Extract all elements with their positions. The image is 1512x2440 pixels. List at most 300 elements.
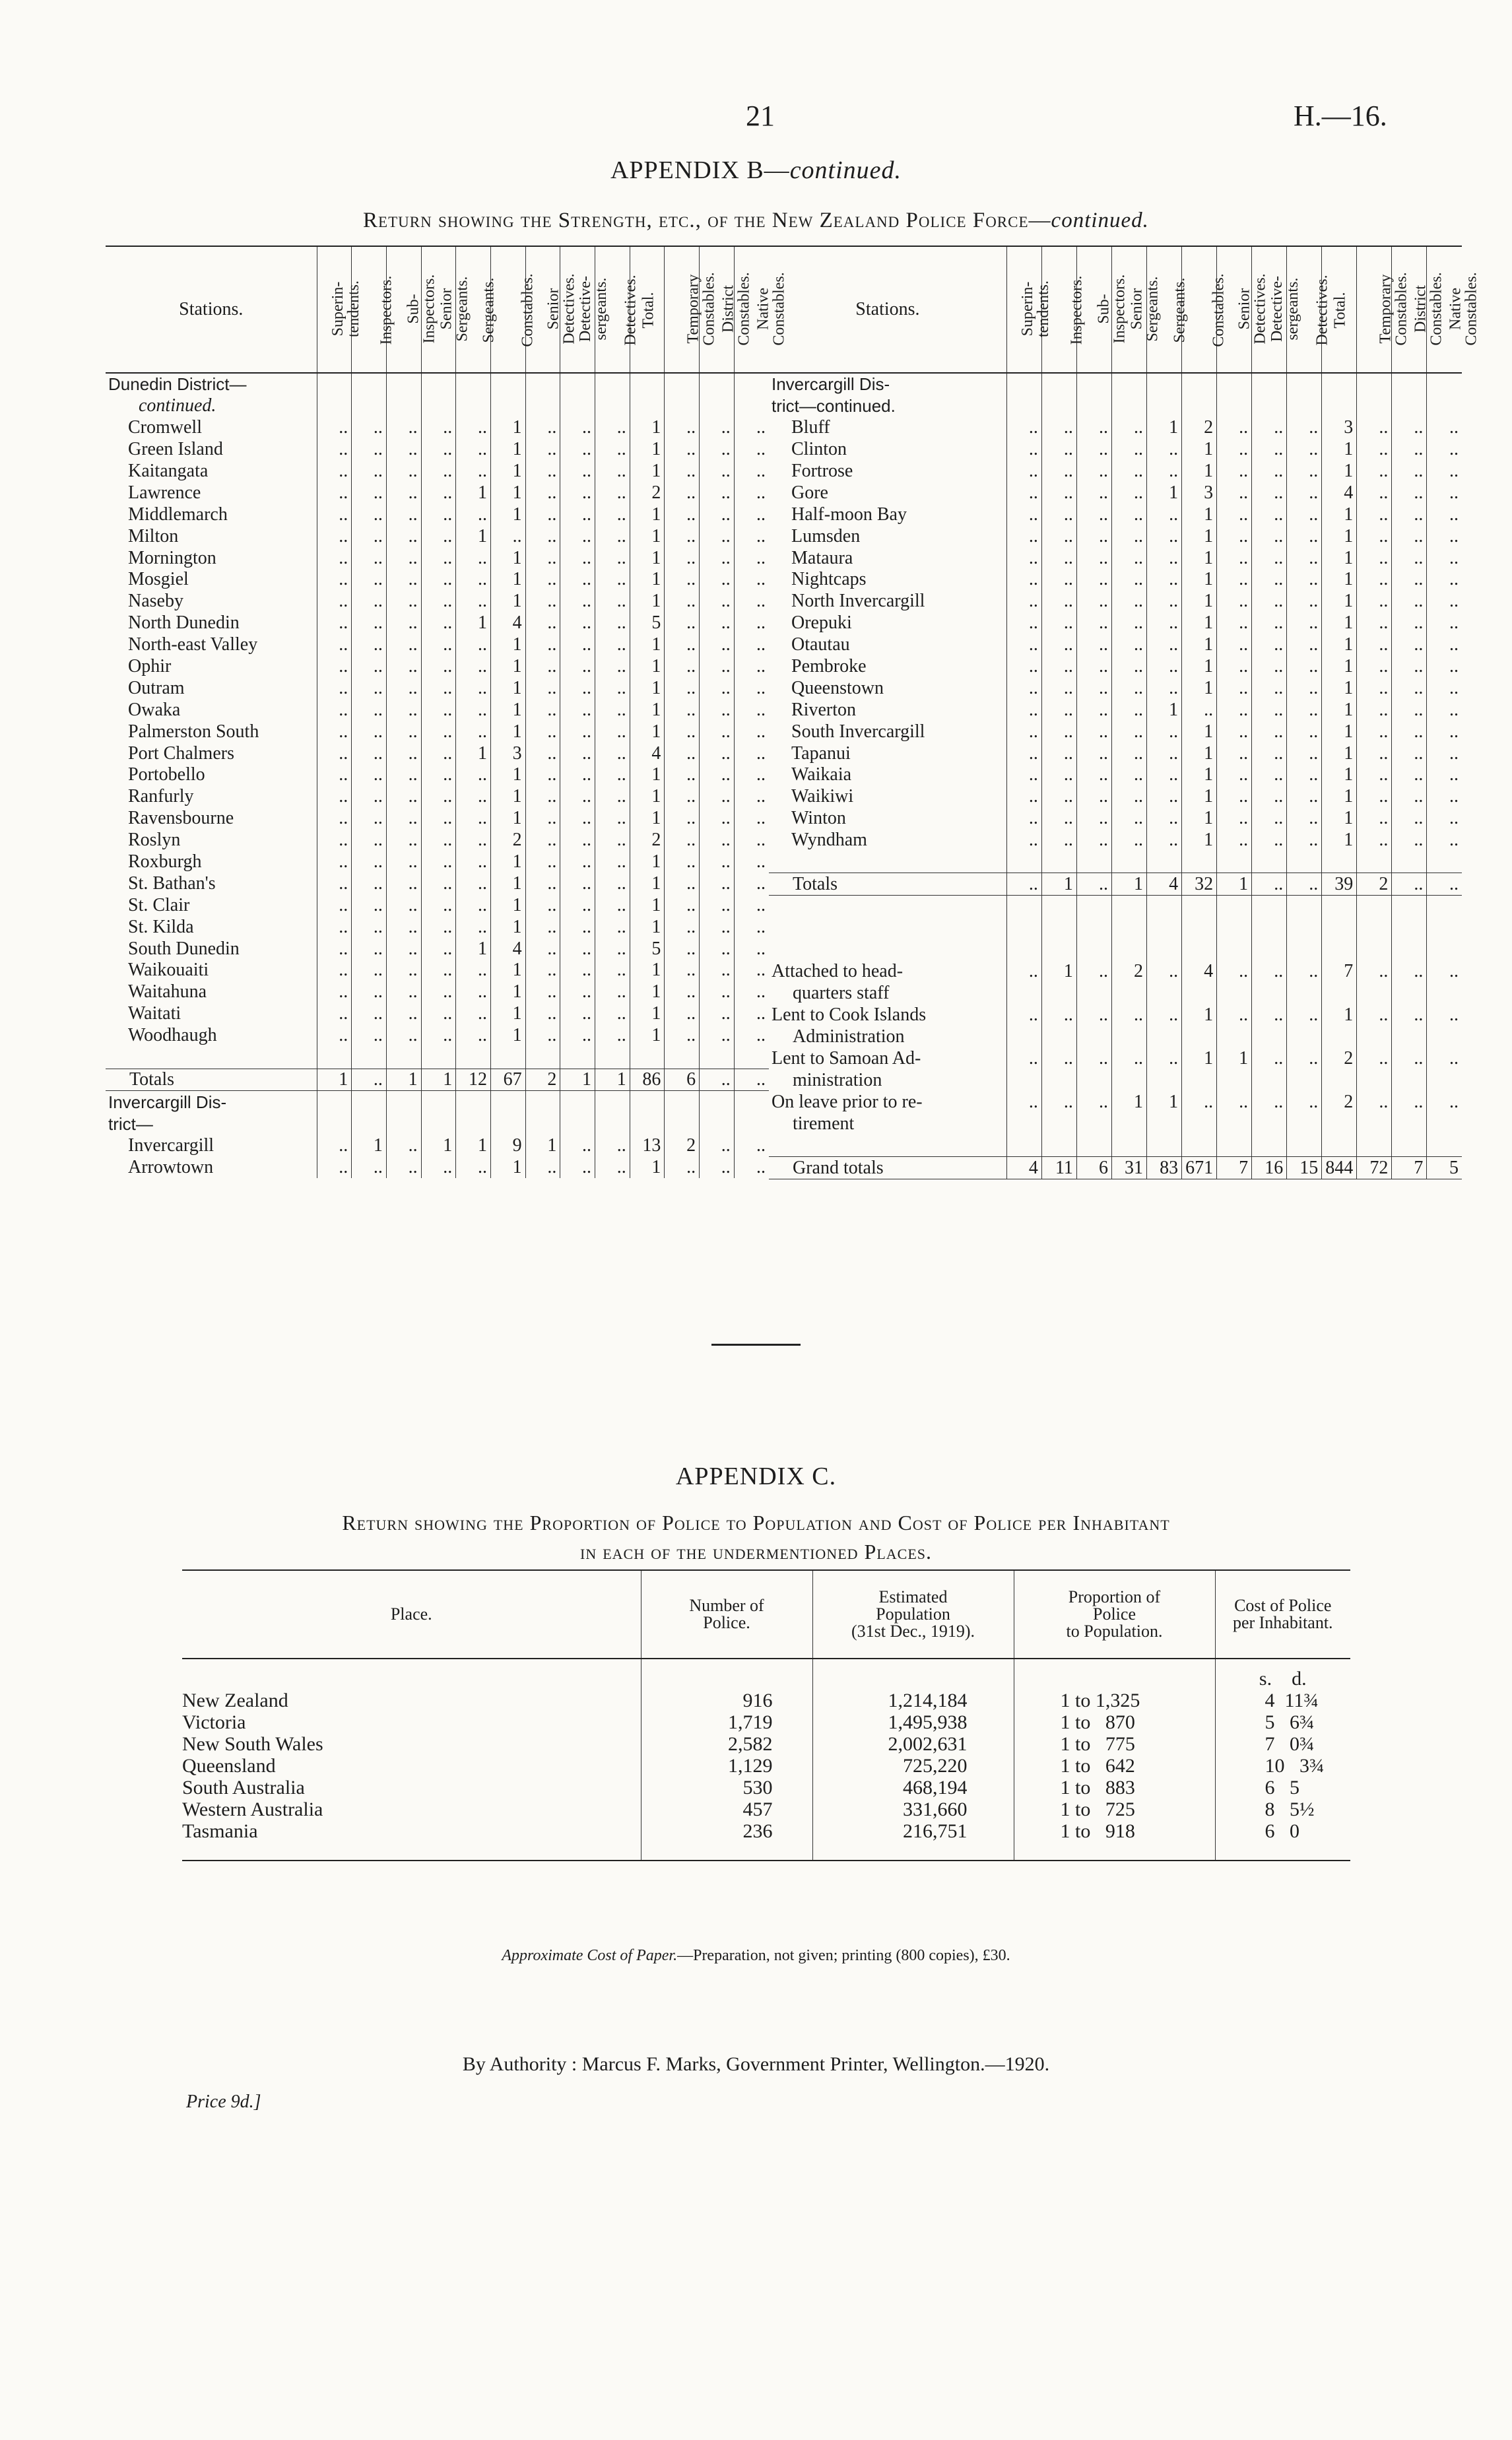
table-cell [317,1047,352,1069]
table-cell: .. [1357,699,1392,721]
table-cell [1392,373,1427,395]
table-cell: 16 [1252,1157,1287,1179]
table-cell: .. [1252,634,1287,656]
table-cell: 1 [490,634,525,656]
table-cell [1006,1070,1041,1092]
table-cell: .. [1392,808,1427,830]
table-cell: .. [560,1025,595,1047]
police-proportion-table-header [182,1570,1350,1659]
table-row [106,1069,769,1091]
place-cell: Queensland [182,1755,276,1777]
table-row [106,591,769,612]
table-cell: .. [1427,417,1462,439]
table-cell: .. [1357,721,1392,742]
table-cell: .. [1041,439,1076,461]
table-cell [1322,896,1357,917]
table-cell: .. [1357,461,1392,482]
table-cell: .. [525,808,560,830]
table-cell: .. [525,1003,560,1025]
table-cell: .. [317,916,352,938]
table-cell: .. [700,525,735,547]
station-name: Milton [128,525,179,546]
table-cell: .. [595,873,630,894]
table-cell: .. [1006,1005,1041,1026]
table-cell: .. [1217,634,1252,656]
station-name: Cromwell [128,417,202,438]
cost-of-paper-label: Approximate Cost of Paper. [502,1947,678,1964]
table-cell [1427,983,1462,1005]
table-cell: .. [1427,1005,1462,1026]
table-cell: .. [352,677,387,699]
table-cell: .. [352,981,387,1003]
table-row [106,612,769,634]
table-cell: 2 [525,1069,560,1091]
table-cell [1076,851,1111,873]
table-cell: .. [352,1156,387,1178]
table-cell: .. [386,960,421,981]
table-cell: .. [456,591,491,612]
table-cell [1147,939,1182,961]
table-cell: .. [1252,656,1287,678]
table-cell: 1 [1147,482,1182,504]
table-cell: 1 [1182,764,1217,786]
table-cell: 1 [1322,461,1357,482]
table-cell: .. [1357,525,1392,547]
table-cell [1392,1113,1427,1135]
column-header-label: Superin- tendents. [329,280,362,337]
table-cell: .. [1392,504,1427,525]
table-cell: .. [352,699,387,721]
strength-table-left-header [106,246,788,373]
table-row [769,808,1462,830]
table-cell: .. [1041,482,1076,504]
table-cell: .. [352,612,387,634]
table-cell [1006,1135,1041,1156]
place-cell: Western Australia [182,1798,323,1820]
table-cell: .. [1252,961,1287,983]
table-cell: 1 [525,1135,560,1156]
table-cell: .. [1041,461,1076,482]
table-cell: .. [1041,612,1076,634]
table-cell: .. [734,417,769,439]
table-cell [1076,917,1111,939]
spacer-cell [1014,1659,1215,1690]
table-cell: .. [386,547,421,569]
table-cell [1427,896,1462,917]
table-cell: .. [1252,461,1287,482]
table-cell: 1 [1182,808,1217,830]
table-cell [352,1113,387,1135]
table-cell: .. [1006,677,1041,699]
table-cell [1357,939,1392,961]
table-cell: .. [665,1025,700,1047]
table-cell [1147,395,1182,417]
cost-cell: 6 0 [1215,1820,1350,1861]
table-cell: 1 [1041,961,1076,983]
table-cell: .. [734,981,769,1003]
table-cell [700,373,735,395]
table-cell: .. [421,612,456,634]
cost-cell: 7 0¾ [1215,1733,1350,1755]
column-header-label: Sergeants. [1171,277,1189,343]
table-cell: .. [665,742,700,764]
table-cell [1357,395,1392,417]
table-cell: .. [1392,764,1427,786]
table-cell: .. [595,699,630,721]
table-cell: .. [595,894,630,916]
table-cell: 1 [1182,504,1217,525]
table-cell [1322,395,1357,417]
table-cell: .. [1111,417,1146,439]
station-name: Mataura [791,547,853,568]
table-cell [1217,1070,1252,1092]
table-cell [1252,896,1287,917]
table-cell: 1 [1182,612,1217,634]
table-cell: .. [1041,569,1076,591]
table-cell: .. [386,591,421,612]
table-cell: 72 [1357,1157,1392,1179]
table-cell [1111,1113,1146,1135]
table-cell: .. [1041,547,1076,569]
station-name: continued. [139,395,216,416]
table-cell [1427,1113,1462,1135]
table-cell: .. [317,504,352,525]
table-cell: .. [560,656,595,678]
table-cell: .. [386,786,421,808]
table-cell [595,1047,630,1069]
table-cell: 7 [1322,961,1357,983]
table-cell: .. [1041,1005,1076,1026]
table-cell: 83 [1147,1157,1182,1179]
table-cell: .. [700,894,735,916]
table-cell: .. [665,439,700,461]
table-cell: .. [595,938,630,960]
table-cell [700,1091,735,1113]
table-cell [1147,896,1182,917]
table-cell: .. [1392,742,1427,764]
table-cell: .. [1006,873,1041,896]
table-cell: .. [1287,721,1322,742]
table-cell: .. [734,808,769,830]
table-cell: .. [1217,439,1252,461]
table-cell: .. [386,569,421,591]
table-cell: .. [525,677,560,699]
table-cell: .. [1006,591,1041,612]
table-cell: 1 [1182,830,1217,851]
table-cell: .. [595,1025,630,1047]
table-cell: .. [595,1003,630,1025]
station-name: Waitahuna [128,981,207,1003]
table-cell [734,1091,769,1113]
table-cell: .. [1147,612,1182,634]
table-cell: 4 [1322,482,1357,504]
table-cell [1427,395,1462,417]
table-cell [317,373,352,395]
table-cell: .. [1427,547,1462,569]
table-cell: .. [595,569,630,591]
table-cell: 1 [595,1069,630,1091]
table-cell: 1 [1322,612,1357,634]
table-cell [525,1047,560,1069]
table-cell [1287,917,1322,939]
table-cell: .. [1147,591,1182,612]
table-cell [630,373,665,395]
proportion-cell: 1 to 775 [1014,1733,1215,1755]
table-cell: .. [1111,612,1146,634]
table-cell: .. [560,461,595,482]
table-cell: .. [700,1003,735,1025]
table-cell: .. [1217,742,1252,764]
table-row [106,656,769,678]
table-cell: .. [456,417,491,439]
table-cell: .. [1147,1048,1182,1070]
table-cell: .. [421,894,456,916]
table-cell: 1 [630,439,665,461]
table-cell [1217,939,1252,961]
table-cell [1182,395,1217,417]
table-cell: .. [421,873,456,894]
table-cell: .. [1287,961,1322,983]
table-cell [630,1047,665,1069]
table-row [769,851,1462,873]
table-cell [1427,939,1462,961]
table-cell: 1 [490,764,525,786]
table-cell [1182,851,1217,873]
column-header-label: Detectives. [622,275,640,346]
table-cell: .. [1006,439,1041,461]
station-name: Roslyn [128,830,181,851]
table-cell: .. [1147,830,1182,851]
table-cell: .. [700,1069,735,1091]
table-cell [734,373,769,395]
table-cell: 1 [456,742,491,764]
table-cell: .. [525,569,560,591]
table-cell: .. [1392,417,1427,439]
table-cell: .. [700,916,735,938]
table-cell: .. [700,461,735,482]
table-cell: .. [700,786,735,808]
table-cell: .. [560,504,595,525]
table-cell: .. [734,873,769,894]
station-name: Mosgiel [128,569,189,590]
table-cell [630,1091,665,1113]
proportion-cell: 1 to 918 [1014,1820,1215,1861]
table-cell: 2 [1357,873,1392,896]
population-cell: 1,214,184 [812,1690,1014,1711]
table-cell [1217,1135,1252,1156]
table-cell [1147,1070,1182,1092]
table-cell: .. [665,830,700,851]
table-cell: .. [421,634,456,656]
table-cell: .. [317,417,352,439]
table-cell: .. [665,634,700,656]
table-cell: .. [1427,699,1462,721]
table-cell: .. [1006,504,1041,525]
table-row [106,373,769,395]
table-cell: .. [665,677,700,699]
police-proportion-table [182,1569,1350,1861]
table-cell [1217,1026,1252,1048]
table-cell: 1 [421,1069,456,1091]
table-row [106,1047,769,1069]
table-cell: 1 [490,808,525,830]
station-name: St. Kilda [128,916,194,937]
table-cell: 1 [1182,1005,1217,1026]
table-row [769,1026,1462,1048]
table-cell [1076,896,1111,917]
table-row [769,961,1462,983]
table-row [182,1777,1350,1798]
table-cell: .. [560,851,595,873]
table-cell: .. [665,482,700,504]
table-cell: .. [317,1156,352,1178]
table-cell: .. [1287,525,1322,547]
table-cell: .. [421,764,456,786]
table-cell: .. [525,786,560,808]
table-cell [1322,939,1357,961]
table-cell: .. [1006,699,1041,721]
table-cell: .. [386,504,421,525]
table-cell: .. [1287,656,1322,678]
column-header-label: Sergeants. [480,277,498,343]
table-cell: .. [665,525,700,547]
table-cell: 1 [490,547,525,569]
table-cell [560,373,595,395]
station-name: Middlemarch [128,504,228,525]
table-row [106,634,769,656]
table-cell: .. [1111,569,1146,591]
table-cell: .. [1287,764,1322,786]
table-cell: .. [1006,417,1041,439]
table-cell: .. [1076,786,1111,808]
table-cell: 5 [630,612,665,634]
table-cell: .. [1147,461,1182,482]
table-cell: 1 [421,1135,456,1156]
table-cell: .. [734,1156,769,1178]
table-cell: .. [317,786,352,808]
table-cell: 1 [1217,1048,1252,1070]
table-row [182,1820,1350,1861]
appendix-c-title: APPENDIX C. [675,1463,837,1490]
table-cell: .. [1252,677,1287,699]
table-cell: .. [1427,742,1462,764]
table-cell [1147,1113,1182,1135]
station-name: Lumsden [791,525,861,546]
table-cell [525,373,560,395]
table-cell: 4 [1147,873,1182,896]
table-cell: .. [595,439,630,461]
table-row [106,960,769,981]
table-cell [1357,896,1392,917]
table-cell: .. [317,808,352,830]
table-cell: 1 [490,981,525,1003]
table-cell: .. [456,1003,491,1025]
column-header-label: Senior Detectives. [1235,273,1269,345]
cost-cell: 10 3¾ [1215,1755,1350,1777]
table-cell [1357,983,1392,1005]
table-row [769,373,1462,395]
table-cell [1392,1135,1427,1156]
table-cell [1111,939,1146,961]
police-proportion-table-body [182,1659,1350,1861]
table-cell: .. [734,786,769,808]
table-cell: .. [734,591,769,612]
station-name: Half-moon Bay [791,504,907,525]
station-name: Fortrose [791,461,853,481]
table-cell: 1 [630,960,665,981]
table-cell: .. [386,1156,421,1178]
table-cell: .. [1427,1091,1462,1113]
table-cell: .. [595,721,630,742]
station-name: Grand totals [769,1157,1006,1179]
table-cell: 2 [490,830,525,851]
table-cell [525,395,560,417]
table-cell: .. [700,439,735,461]
table-cell: .. [1357,504,1392,525]
table-row [106,547,769,569]
column-header-label: Constables. [1210,273,1228,347]
table-cell [1322,1026,1357,1048]
table-cell: .. [386,612,421,634]
header-place: Place. [182,1570,641,1659]
table-cell: .. [665,894,700,916]
appendix-b-title-continued: continued. [789,156,902,184]
table-cell: 1 [630,417,665,439]
population-cell: 331,660 [812,1798,1014,1820]
table-cell [1041,395,1076,417]
table-cell: .. [1392,830,1427,851]
table-cell: .. [700,721,735,742]
table-cell: .. [734,461,769,482]
table-cell: .. [421,504,456,525]
table-cell: .. [386,461,421,482]
table-cell: .. [352,417,387,439]
station-name: Roxburgh [128,851,202,873]
table-cell: .. [317,721,352,742]
table-cell: 1 [456,482,491,504]
table-cell: .. [1217,525,1252,547]
table-cell: .. [386,938,421,960]
table-cell [421,373,456,395]
table-cell [560,1113,595,1135]
table-row [106,851,769,873]
table-row [106,981,769,1003]
table-cell: .. [352,873,387,894]
table-cell: .. [1427,482,1462,504]
table-row [769,656,1462,678]
table-cell: .. [352,742,387,764]
table-cell: .. [1357,569,1392,591]
table-cell: .. [1357,764,1392,786]
table-cell: .. [1427,721,1462,742]
table-row [769,634,1462,656]
table-cell: .. [525,981,560,1003]
table-cell: .. [352,504,387,525]
table-cell: .. [1357,591,1392,612]
table-cell: .. [1006,1091,1041,1113]
table-cell: .. [352,721,387,742]
table-cell: .. [525,742,560,764]
table-cell: .. [352,569,387,591]
table-cell: .. [1076,569,1111,591]
table-cell: .. [665,721,700,742]
table-cell [386,373,421,395]
table-cell [1357,851,1392,873]
table-cell: .. [386,742,421,764]
table-cell: 1 [1322,677,1357,699]
place-cell: New Zealand [182,1690,288,1711]
table-cell: .. [560,938,595,960]
